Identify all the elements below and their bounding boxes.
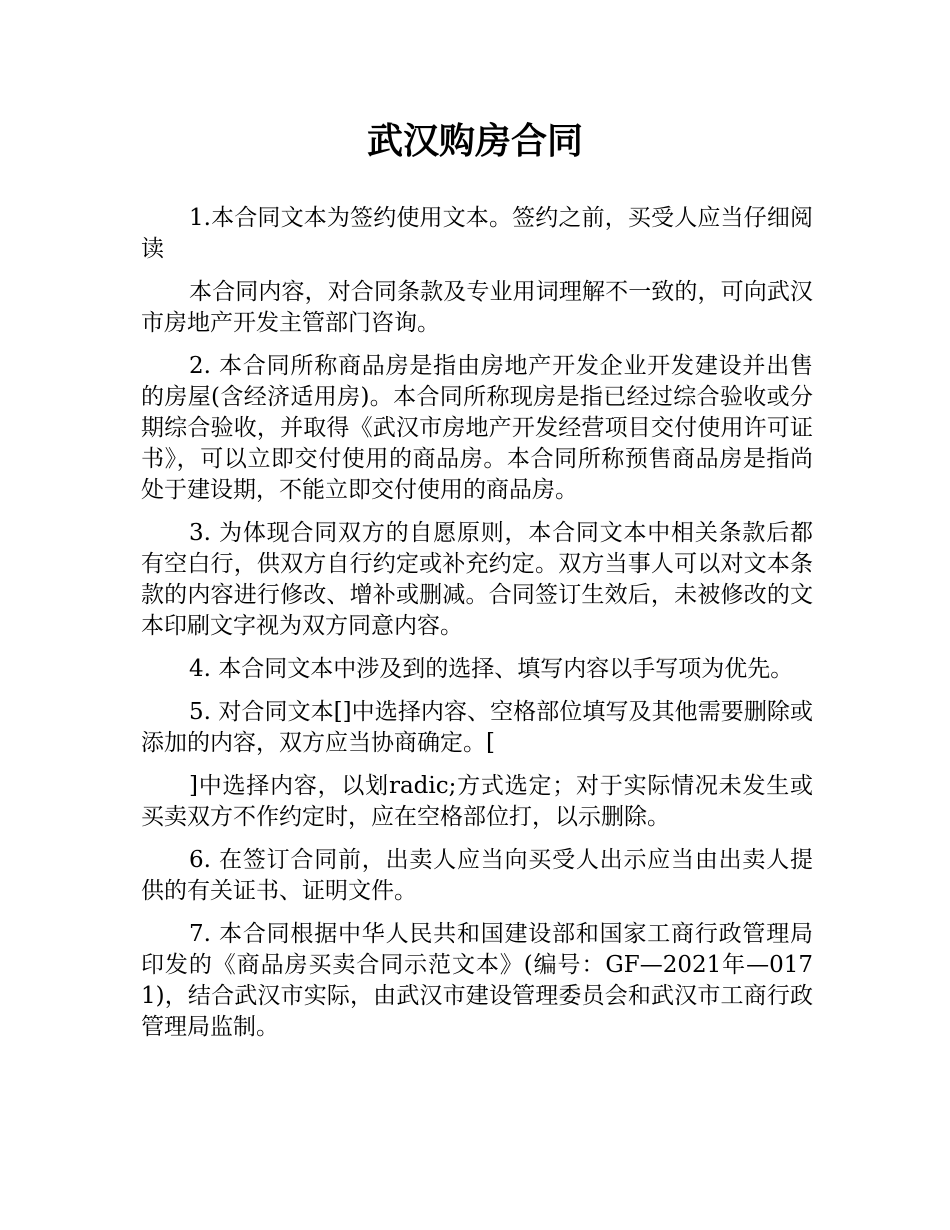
- paragraph-4: 3. 为体现合同双方的自愿原则，本合同文本中相关条款后都有空白行，供双方自行约定或补充约定。双方当事人可以对文本条款的内容进行修改、增补或删减。合同签订生效后，未被修改的文本印刷文字视为双方同意内容。: [141, 520, 813, 639]
- paragraph-3: 2. 本合同所称商品房是指由房地产开发企业开发建设并出售的房屋(含经济适用房)。本合同所称现房是指已经过综合验收或分期综合验收，并取得《武汉市房地产开发经营项目交付使用许可证书》，可以立即交付使用的商品房。本合同所称预售商品房是指尚处于建设期，不能立即交付使用的商品房。: [141, 353, 813, 503]
- paragraph-7: ]中选择内容，以划radic;方式选定；对于实际情况未发生或买卖双方不作约定时，应在空格部位打，以示删除。: [141, 773, 813, 830]
- paragraph-1: 1.本合同文本为签约使用文本。签约之前，买受人应当仔细阅读: [141, 205, 813, 262]
- paragraph-5: 4. 本合同文本中涉及到的选择、填写内容以手写项为优先。: [189, 656, 794, 682]
- paragraph-2: 本合同内容，对合同条款及专业用词理解不一致的，可向武汉市房地产开发主管部门咨询。: [141, 279, 813, 336]
- paragraph-8: 6. 在签订合同前，出卖人应当向买受人出示应当由出卖人提供的有关证书、证明文件。: [141, 847, 813, 904]
- document-body: [141, 203, 813, 1055]
- document-title: 武汉购房合同: [366, 121, 583, 162]
- paragraph-6: 5. 对合同文本[]中选择内容、空格部位填写及其他需要删除或添加的内容，双方应当协商确定。[: [141, 699, 813, 756]
- paragraph-9: 7. 本合同根据中华人民共和国建设部和国家工商行政管理局印发的《商品房买卖合同示范文本》(编号：GF—2021年—0171)，结合武汉市实际，由武汉市建设管理委员会和武汉市工商行政管理局监制。: [141, 921, 813, 1040]
